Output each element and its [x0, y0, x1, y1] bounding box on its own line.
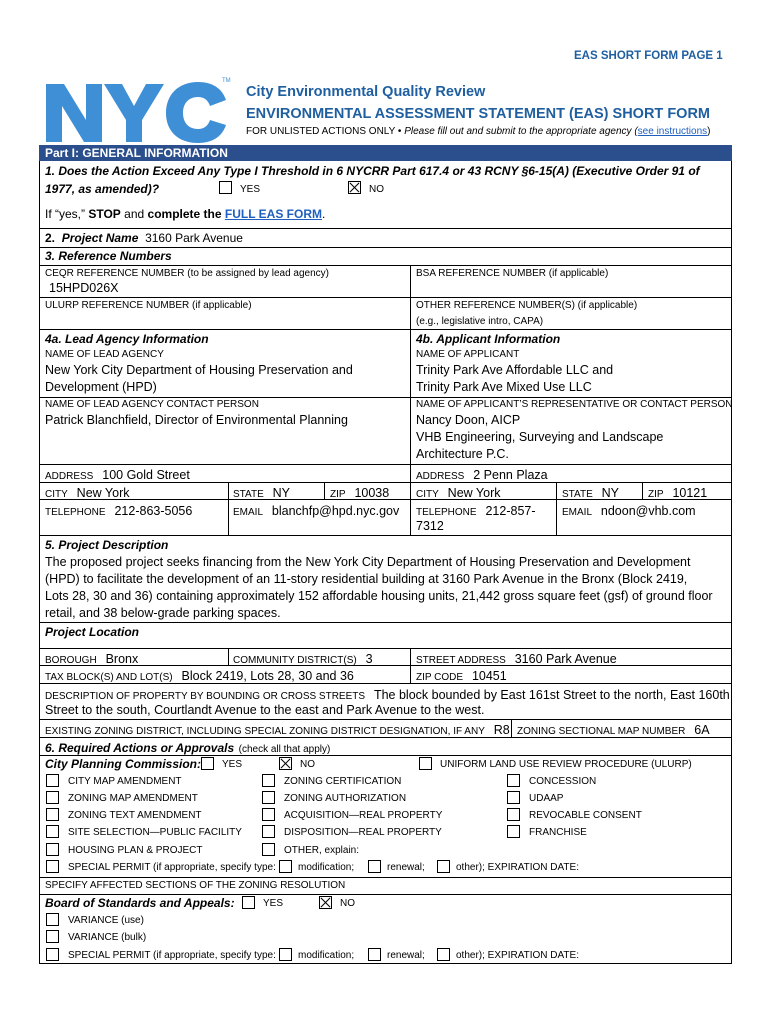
zoning-map-value[interactable]: 6A	[694, 723, 710, 737]
renewal-checkbox[interactable]	[368, 860, 381, 873]
applicant-state-value[interactable]: NY	[601, 486, 620, 500]
col1-checkbox[interactable]	[46, 791, 59, 804]
bsa-item-checkbox[interactable]	[46, 930, 59, 943]
bsa-yes-checkbox[interactable]	[242, 896, 255, 909]
divider	[39, 329, 732, 330]
applicant-zip-label: ZIP	[648, 489, 664, 500]
applicant-address-label: ADDRESS	[416, 471, 465, 482]
bsa-modification-label: modification;	[298, 950, 355, 961]
q2-num: 2.	[45, 231, 56, 245]
col1-checkbox[interactable]	[46, 825, 59, 838]
stop-end: .	[321, 207, 326, 221]
bsa-renewal-checkbox[interactable]	[368, 948, 381, 961]
bounding-line1[interactable]: The block bounded by East 161st Street to the north, East 160th	[373, 688, 730, 702]
zip-code-value[interactable]: 10451	[471, 669, 507, 683]
divider	[556, 482, 557, 535]
col1-item: SITE SELECTION—PUBLIC FACILITY	[68, 827, 242, 838]
subtitle	[246, 126, 711, 137]
lead-tel-value[interactable]: 212-863-5056	[114, 504, 193, 518]
bsa-other-checkbox[interactable]	[437, 948, 450, 961]
title-eas: ENVIRONMENTAL ASSESSMENT STATEMENT (EAS) SHORT FORM	[246, 106, 711, 122]
project-name-value[interactable]: 3160 Park Avenue	[145, 231, 243, 245]
col2-item: ACQUISITION—REAL PROPERTY	[284, 810, 443, 821]
lead-contact-value[interactable]: Patrick Blanchfield, Director of Environmental Planning	[45, 413, 348, 427]
lead-city-label: CITY	[45, 489, 68, 500]
other-ref-hint: (e.g., legislative intro, CAPA)	[416, 316, 544, 327]
divider	[39, 535, 732, 536]
col2-item: OTHER, explain:	[284, 845, 360, 856]
modification-checkbox[interactable]	[279, 860, 292, 873]
other-ref-label: OTHER REFERENCE NUMBER(S) (if applicable)	[416, 300, 638, 311]
divider	[39, 247, 732, 248]
nyc-logo	[44, 80, 232, 144]
stop-note	[45, 207, 325, 221]
applicant-rep-line3[interactable]: Architecture P.C.	[416, 447, 509, 461]
col1-item: HOUSING PLAN & PROJECT	[68, 845, 203, 856]
divider	[39, 482, 732, 483]
divider	[39, 894, 732, 895]
bsa-item-checkbox[interactable]	[46, 913, 59, 926]
bounding-label: DESCRIPTION OF PROPERTY BY BOUNDING OR CROSS STREETS	[45, 691, 366, 702]
lead-tel	[45, 502, 192, 520]
street-address-label: STREET ADDRESS	[416, 655, 506, 666]
cpc-yes-checkbox[interactable]	[201, 757, 214, 770]
divider	[39, 397, 410, 398]
applicant-address-value[interactable]: 2 Penn Plaza	[473, 468, 548, 482]
col2-item: DISPOSITION—REAL PROPERTY	[284, 827, 442, 838]
bsa-no-label: NO	[340, 898, 355, 909]
divider	[39, 683, 732, 684]
bsa-special-permit-checkbox[interactable]	[46, 948, 59, 961]
bsa-item: VARIANCE (use)	[68, 915, 144, 926]
col2-item: ZONING CERTIFICATION	[284, 776, 402, 787]
q1-text-line1: 1. Does the Action Exceed Any Type I Threshold in 6 NYCRR Part 617.4 or 43 RCNY §6-15(A) (Executive Order 91 of	[45, 164, 700, 178]
title-cqr: City Environmental Quality Review	[246, 84, 486, 100]
col3-checkbox[interactable]	[507, 825, 520, 838]
col1-checkbox[interactable]	[46, 843, 59, 856]
lead-email-value[interactable]: blanchfp@hpd.nyc.gov	[271, 504, 400, 518]
divider	[39, 755, 732, 756]
cpc-label: City Planning Commission:	[45, 757, 202, 771]
applicant-email	[562, 502, 696, 520]
applicant-email-value[interactable]: ndoon@vhb.com	[600, 504, 696, 518]
applicant-heading: 4b. Applicant Information	[416, 332, 561, 346]
divider	[39, 665, 732, 666]
desc-line4[interactable]: retail, and 38 below-grade parking spaces.	[45, 606, 281, 620]
col3-item: REVOCABLE CONSENT	[529, 810, 642, 821]
applicant-tel-line2[interactable]: 7312	[416, 519, 444, 533]
lead-email-label: EMAIL	[233, 507, 264, 518]
applicant-name-line2[interactable]: Trinity Park Ave Mixed Use LLC	[416, 380, 592, 394]
divider	[39, 648, 732, 649]
lead-email	[233, 502, 399, 520]
special-permit-label: SPECIAL PERMIT (if appropriate, specify type:	[68, 862, 276, 873]
tax-block-label: TAX BLOCK(S) AND LOT(S)	[45, 672, 173, 683]
lead-state-value[interactable]: NY	[272, 486, 291, 500]
divider	[39, 228, 732, 229]
q1-text-line2: 1977, as amended)?	[45, 182, 160, 196]
lead-tel-label: TELEPHONE	[45, 507, 106, 518]
lead-address-value[interactable]: 100 Gold Street	[102, 468, 190, 482]
bsa-no-checkbox[interactable]	[319, 896, 332, 909]
ulurp-label: UNIFORM LAND USE REVIEW PROCEDURE (ULURP)	[440, 759, 692, 770]
lead-heading: 4a. Lead Agency Information	[45, 332, 209, 346]
col1-checkbox[interactable]	[46, 774, 59, 787]
col2-checkbox[interactable]	[262, 843, 275, 856]
applicant-name-line1[interactable]: Trinity Park Ave Affordable LLC and	[416, 363, 614, 377]
cpc-no-label: NO	[300, 759, 315, 770]
col2-checkbox[interactable]	[262, 808, 275, 821]
bsa-modification-checkbox[interactable]	[279, 948, 292, 961]
divider	[39, 265, 732, 266]
divider	[410, 397, 732, 398]
borough-value[interactable]: Bronx	[105, 652, 139, 666]
bsa-item: VARIANCE (bulk)	[68, 932, 147, 943]
ulurp-ref-label: ULURP REFERENCE NUMBER (if applicable)	[45, 300, 252, 311]
col3-item: CONCESSION	[529, 776, 597, 787]
bsa-renewal-label: renewal;	[387, 950, 425, 961]
col3-checkbox[interactable]	[507, 774, 520, 787]
bounding-line2[interactable]: Street to the south, Courtlandt Avenue to the east and Park Avenue to the west.	[45, 703, 485, 717]
desc-line1[interactable]: The proposed project seeks financing from the New York City Department of Housing Preservation and Development	[45, 555, 691, 569]
community-district-label: COMMUNITY DISTRICT(S)	[233, 655, 357, 666]
bounding-streets	[45, 686, 730, 704]
divider	[228, 482, 229, 535]
lead-contact-label: NAME OF LEAD AGENCY CONTACT PERSON	[45, 399, 259, 410]
applicant-city-value[interactable]: New York	[447, 486, 501, 500]
divider	[39, 719, 732, 720]
q2-row	[45, 231, 243, 245]
tax-block-value[interactable]: Block 2419, Lots 28, 30 and 36	[181, 669, 354, 683]
desc-line2[interactable]: (HPD) to facilitate the development of an 11-story residential building at 3160 Park Avenue in the Bronx (Block 2419,	[45, 572, 688, 586]
col3-item: UDAAP	[529, 793, 564, 804]
bsa-yes-label: YES	[263, 898, 284, 909]
logo-tm: TM	[222, 78, 231, 84]
lead-name-line2[interactable]: Development (HPD)	[45, 380, 157, 394]
applicant-name-label: NAME OF APPLICANT	[416, 349, 520, 360]
q5-heading: 5. Project Description	[45, 538, 169, 552]
col3-checkbox[interactable]	[507, 791, 520, 804]
divider	[511, 719, 512, 737]
renewal-label: renewal;	[387, 862, 425, 873]
ceqr-value[interactable]: 15HPD026X	[49, 281, 119, 295]
q1-no-checkbox[interactable]	[348, 181, 361, 194]
subtitle-instr: Please fill out and submit to the appropriate agency (	[404, 126, 638, 137]
lead-name-label: NAME OF LEAD AGENCY	[45, 349, 164, 360]
col1-item: ZONING TEXT AMENDMENT	[68, 810, 202, 821]
lead-address-label: ADDRESS	[45, 471, 94, 482]
applicant-tel-label: TELEPHONE	[416, 507, 477, 518]
col2-checkbox[interactable]	[262, 774, 275, 787]
special-permit-checkbox[interactable]	[46, 860, 59, 873]
ceqr-label: CEQR REFERENCE NUMBER (to be assigned by lead agency)	[45, 268, 329, 279]
borough-label: BOROUGH	[45, 655, 97, 666]
divider	[39, 297, 732, 298]
divider	[410, 329, 411, 535]
full-eas-link[interactable]: FULL EAS FORM	[224, 207, 322, 221]
desc-line3[interactable]: Lots 28, 30 and 36) containing approximately 152 affordable housing units, 21,442 gross square feet (gsf) of ground floor	[45, 589, 713, 603]
divider	[324, 482, 325, 499]
bsa-ref-label: BSA REFERENCE NUMBER (if applicable)	[416, 268, 609, 279]
stop-and: and	[120, 207, 148, 221]
other-checkbox[interactable]	[437, 860, 450, 873]
bullet: •	[397, 126, 402, 137]
zoning-value[interactable]: R8	[493, 723, 510, 737]
divider	[39, 464, 732, 465]
stop-complete: complete the	[147, 207, 225, 221]
applicant-rep-line1[interactable]: Nancy Doon, AICP	[416, 413, 521, 427]
page-label: EAS SHORT FORM PAGE 1	[574, 50, 723, 62]
nyc-logo-icon	[44, 80, 232, 144]
applicant-email-label: EMAIL	[562, 507, 593, 518]
street-address-value[interactable]: 3160 Park Avenue	[514, 652, 617, 666]
col2-checkbox[interactable]	[262, 791, 275, 804]
lead-name-line1[interactable]: New York City Department of Housing Preservation and	[45, 363, 353, 377]
applicant-tel	[416, 502, 536, 520]
divider	[39, 622, 732, 623]
applicant-rep-label: NAME OF APPLICANT’S REPRESENTATIVE OR CONTACT PERSON	[416, 399, 733, 410]
zoning-label: EXISTING ZONING DISTRICT, INCLUDING SPECIAL ZONING DISTRICT DESIGNATION, IF ANY	[45, 726, 485, 737]
applicant-state-label: STATE	[562, 489, 593, 500]
project-location-heading: Project Location	[45, 625, 140, 639]
q2-label: Project Name	[61, 231, 139, 245]
affected-sections-label: SPECIFY AFFECTED SECTIONS OF THE ZONING RESOLUTION	[45, 880, 346, 891]
part1-heading: Part I: GENERAL INFORMATION	[45, 146, 228, 160]
col1-checkbox[interactable]	[46, 808, 59, 821]
divider	[39, 877, 732, 878]
stop-bold: STOP	[88, 207, 121, 221]
lead-zip-value[interactable]: 10038	[354, 486, 390, 500]
instructions-link[interactable]: see instructions	[637, 126, 708, 137]
lead-state-label: STATE	[233, 489, 264, 500]
lead-city-value[interactable]: New York	[76, 486, 130, 500]
lead-zip-label: ZIP	[330, 489, 346, 500]
divider	[228, 648, 229, 665]
applicant-zip-value[interactable]: 10121	[672, 486, 708, 500]
q1-no-label: NO	[369, 184, 384, 195]
zoning-map-label: ZONING SECTIONAL MAP NUMBER	[517, 726, 686, 737]
community-district-value[interactable]: 3	[365, 652, 373, 666]
stop-prefix: If “yes,”	[45, 207, 89, 221]
col3-checkbox[interactable]	[507, 808, 520, 821]
cpc-yes-label: YES	[222, 759, 243, 770]
modification-label: modification;	[298, 862, 355, 873]
subtitle-close: )	[707, 126, 711, 137]
q1-yes-label: YES	[240, 184, 261, 195]
divider	[39, 737, 732, 738]
col2-item: ZONING AUTHORIZATION	[284, 793, 407, 804]
other-label: other); EXPIRATION DATE:	[456, 862, 579, 873]
divider	[39, 499, 732, 500]
subtitle-prefix: FOR UNLISTED ACTIONS ONLY	[246, 126, 396, 137]
ulurp-checkbox[interactable]	[419, 757, 432, 770]
divider	[642, 482, 643, 499]
q1-yes-checkbox[interactable]	[219, 181, 232, 194]
q6-note: (check all that apply)	[238, 744, 331, 755]
q6-heading: 6. Required Actions or Approvals	[45, 741, 235, 755]
q3-heading: 3. Reference Numbers	[45, 249, 172, 263]
bsa-label: Board of Standards and Appeals:	[45, 896, 235, 910]
applicant-rep-line2[interactable]: VHB Engineering, Surveying and Landscape	[416, 430, 664, 444]
col3-item: FRANCHISE	[529, 827, 587, 838]
zip-code-label: ZIP CODE	[416, 672, 464, 683]
bsa-special-permit-label: SPECIAL PERMIT (if appropriate, specify type:	[68, 950, 276, 961]
bsa-other-label: other); EXPIRATION DATE:	[456, 950, 579, 961]
col2-checkbox[interactable]	[262, 825, 275, 838]
applicant-city-label: CITY	[416, 489, 439, 500]
applicant-tel-line1[interactable]: 212-857-	[485, 504, 536, 518]
cpc-no-checkbox[interactable]	[279, 757, 292, 770]
col1-item: ZONING MAP AMENDMENT	[68, 793, 198, 804]
col1-item: CITY MAP AMENDMENT	[68, 776, 182, 787]
